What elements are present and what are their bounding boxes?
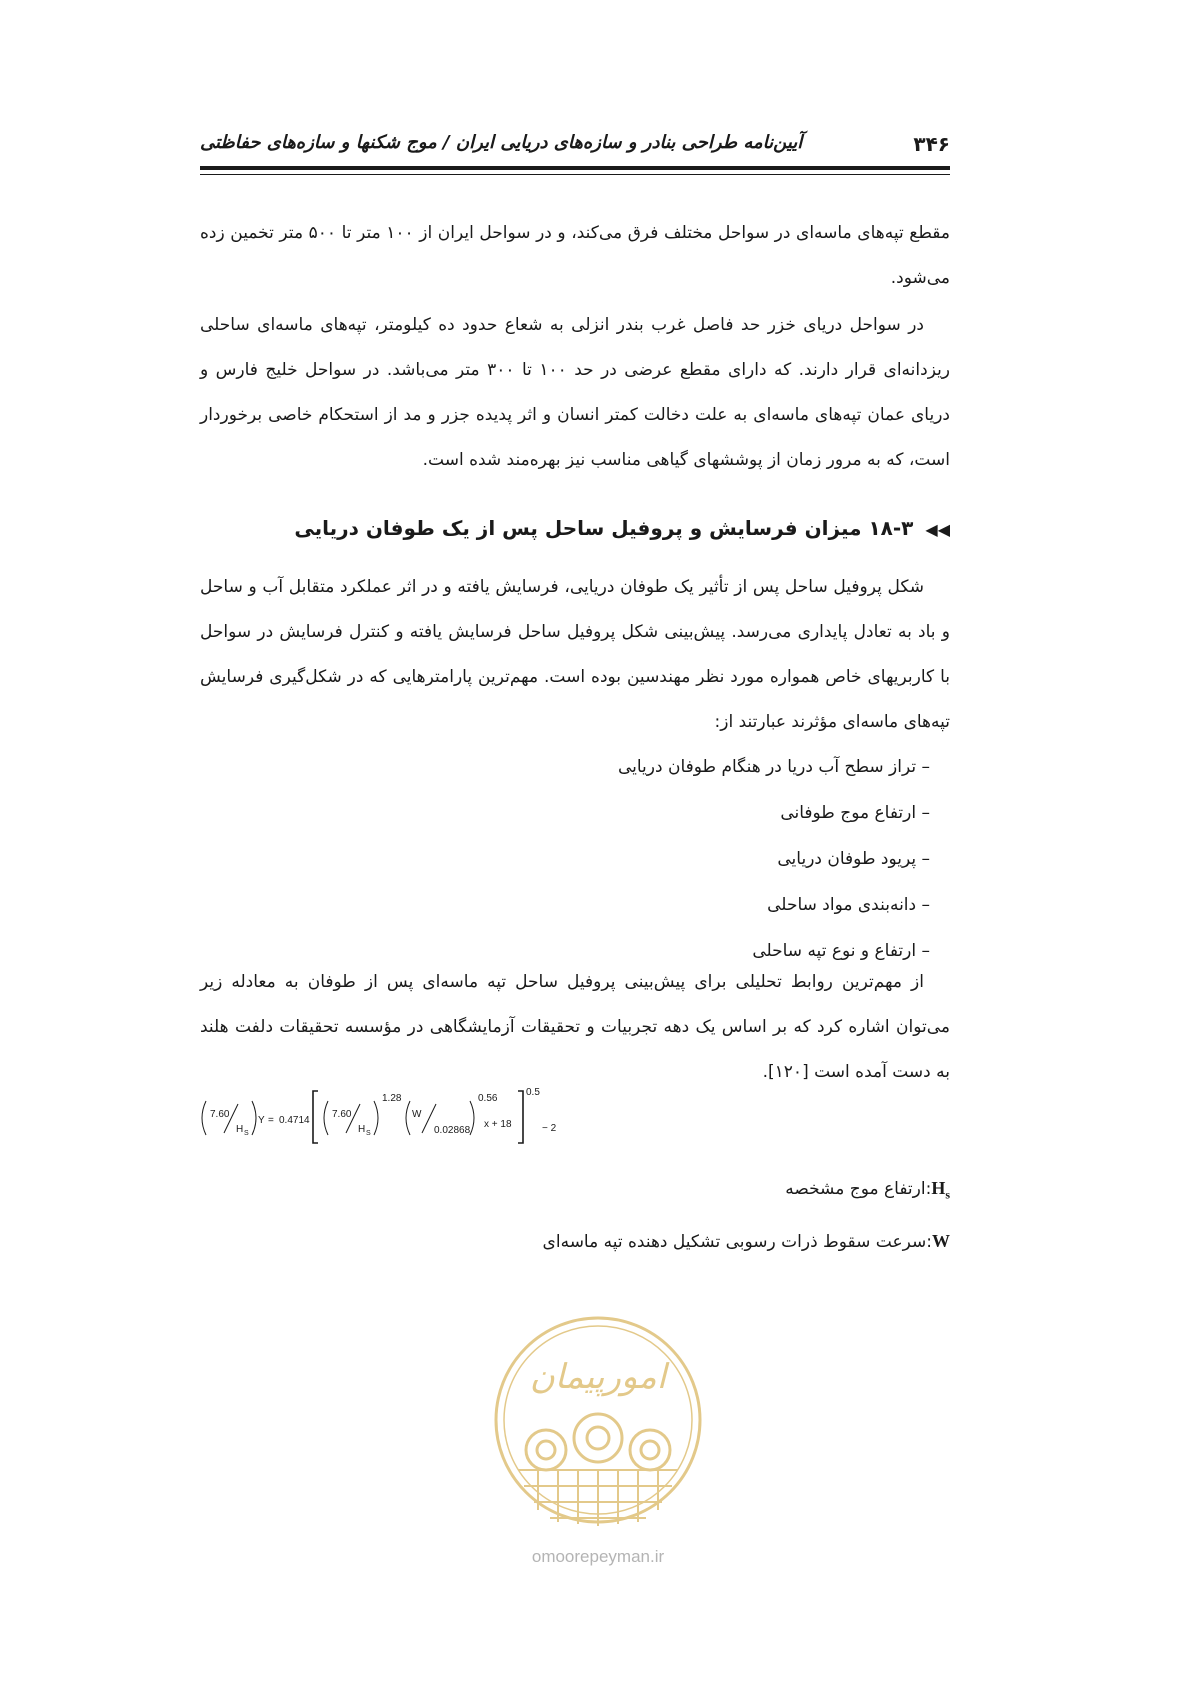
page-header xyxy=(200,124,950,176)
list-item: – ارتفاع موج طوفانی xyxy=(780,803,930,823)
gear-icon xyxy=(630,1430,670,1470)
fraction-numerator: W xyxy=(412,1109,422,1120)
exponent: 0.56 xyxy=(478,1093,498,1104)
list-item: – دانه‌بندی مواد ساحلی xyxy=(767,895,930,915)
symbol: $H_s$ xyxy=(931,1178,950,1202)
definition-text: ارتفاع موج مشخصه xyxy=(785,1179,926,1199)
watermark-logo xyxy=(488,1310,708,1540)
definition-w: W:سرعت سقوط ذرات رسوبی تشکیل دهنده تپه ماسه‌ای xyxy=(542,1230,950,1252)
fraction-numerator: 7.60 xyxy=(210,1109,230,1120)
subscript: S xyxy=(244,1130,249,1137)
subscript: S xyxy=(366,1130,371,1137)
running-title: آیین‌نامه طراحی بنادر و سازه‌های دریایی ایران / موج شکنها و سازه‌های حفاظتی xyxy=(200,132,803,153)
paragraph-3: شکل پروفیل ساحل پس از تأثیر یک طوفان دریایی، فرسایش یافته و در اثر عملکرد متقابل آب و ساحل و باد به تعادل پایداری می‌رسد. پیش‌بینی شکل پروفیل ساحل فرسایش یافته و کنترل فرسایش در سواحل با کاربریهای خاص همواره مورد نظر مهندسین بوده است. مهم‌ترین پارامترهایی که در شکل‌گیری فرسایش تپه‌های ماسه‌ای مؤثرند عبارتند از: xyxy=(200,577,950,732)
watermark-url: omoorepeyman.ir xyxy=(531,1547,665,1566)
double-arrow-icon: ◀◀ xyxy=(925,520,950,539)
exponent: 0.5 xyxy=(526,1087,540,1098)
fraction-denominator: H xyxy=(358,1124,366,1135)
equals-sign: = xyxy=(268,1115,274,1126)
list-item: – ارتفاع و نوع تپه ساحلی xyxy=(752,941,930,961)
parameter-list xyxy=(200,744,930,974)
definition-text: سرعت سقوط ذرات رسوبی تشکیل دهنده تپه ماسه‌ای xyxy=(542,1231,927,1252)
header-rule-thin xyxy=(200,174,950,175)
gear-icon xyxy=(526,1430,566,1470)
brick-wall-icon xyxy=(518,1470,678,1526)
watermark-logo-text: امورپیمان xyxy=(529,1357,667,1397)
coefficient: 0.4714 xyxy=(279,1115,310,1126)
paragraph-2: در سواحل دریای خزر حد فاصل غرب بندر انزلی به شعاع حدود ده کیلومتر، تپه‌های ماسه‌ای ساحلی ریزدانه‌ای قرار دارند. که دارای مقطع عرضی در حد ۱۰۰ تا ۳۰۰ متر می‌باشد. در سواحل خلیج فارس و دریای عمان تپه‌های ماسه‌ای به علت دخالت کمتر انسان و اثر پدیده جزر و مد از استحکام خاصی برخوردار است، که به مرور زمان از پوششهای گیاهی مناسب نیز بهره‌مند شده است. xyxy=(200,315,951,470)
exponent: 1.28 xyxy=(382,1093,402,1104)
paragraph-1: مقطع تپه‌های ماسه‌ای در سواحل مختلف فرق می‌کند، و در سواحل ایران از ۱۰۰ متر تا ۵۰۰ متر تخمین زده می‌شود. xyxy=(200,223,950,288)
section-heading xyxy=(200,508,950,550)
list-item: – تراز سطح آب دریا در هنگام طوفان دریایی xyxy=(617,757,930,777)
header-rule-thick xyxy=(200,166,950,170)
section-title: ۱۸-۳ میزان فرسایش و پروفیل ساحل پس از یک طوفان دریایی xyxy=(294,516,914,540)
dune-profile-equation xyxy=(196,1085,616,1145)
x-term: x + 18 xyxy=(484,1119,512,1130)
paragraph-4: از مهم‌ترین روابط تحلیلی برای پیش‌بینی پروفیل ساحل تپه ماسه‌ای پس از طوفان به معادله زیر می‌توان اشاره کرد که بر اساس یک دهه تجربیات و تحقیقات آزمایشگاهی در مؤسسه تحقیقات دلفت هلند به دست آمده است [۱۲۰]. xyxy=(200,972,950,1082)
fraction-numerator: 7.60 xyxy=(332,1109,352,1120)
page-number: ۳۴۶ xyxy=(913,132,950,156)
fraction-denominator: H xyxy=(236,1124,244,1135)
definition-hs: $H_s:ارتفاع$ موج مشخصه xyxy=(785,1178,950,1202)
gear-icon xyxy=(574,1414,622,1462)
symbol-definitions xyxy=(200,1165,950,1265)
variable-y: Y xyxy=(258,1115,265,1126)
fraction-denominator: 0.02868 xyxy=(434,1125,471,1136)
minus-term: − 2 xyxy=(542,1123,557,1134)
list-item: – پریود طوفان دریایی xyxy=(777,849,930,869)
symbol: W xyxy=(932,1230,950,1251)
